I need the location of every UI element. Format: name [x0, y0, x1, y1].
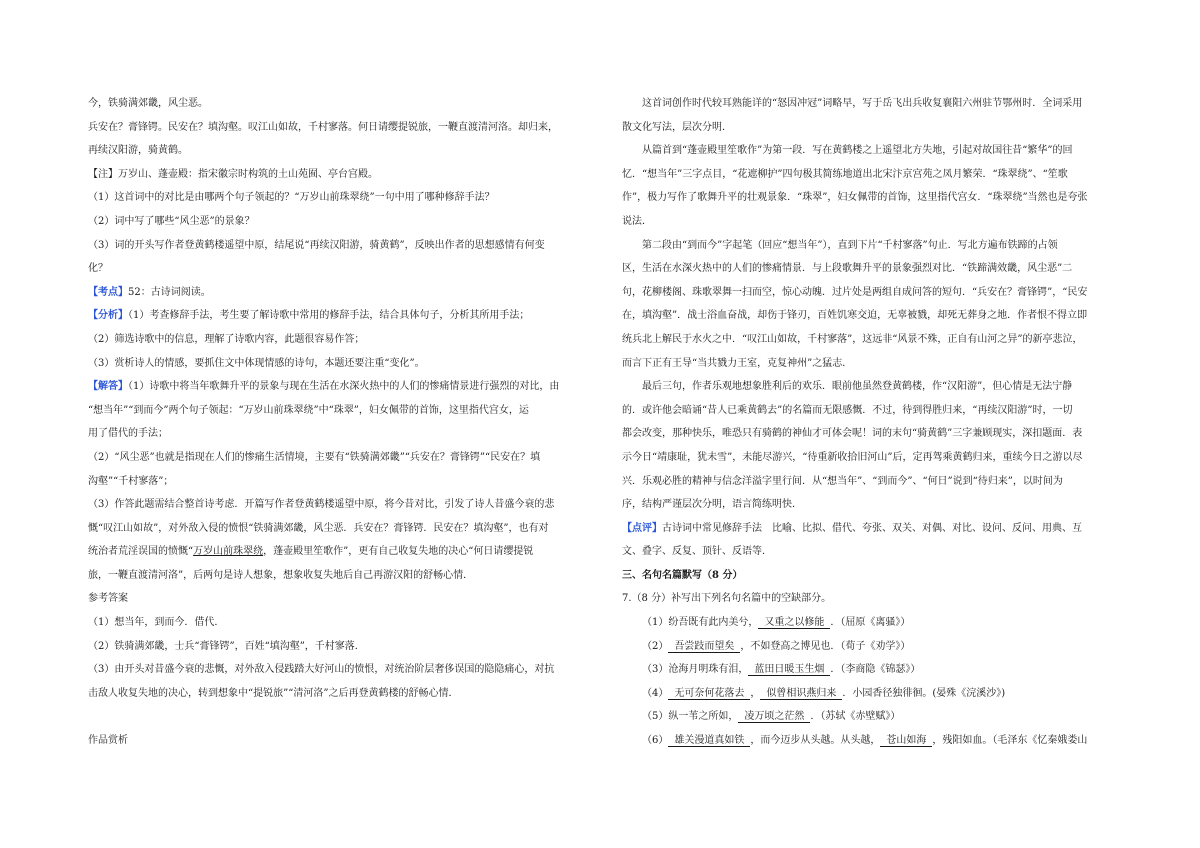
appreciation-line: 说法．	[622, 215, 652, 227]
fill-blank: 似曾相识燕归来	[760, 688, 842, 700]
answer-line: （2）铁骑满郊畿，士兵“膏锋锷”，百姓“填沟壑”，千村寥落．	[88, 640, 365, 652]
fenxi-line: （2）筛选诗歌中的信息，理解了诗歌内容，此题很容易作答；	[88, 333, 365, 345]
appreciation-line: 示今日“靖康耻，犹未雪”，未能尽游兴，“待重新收拾旧河山”后，定再驾乘黄鹤归来，重续今日之游以尽	[622, 451, 1083, 463]
jieda-text: （1）诗歌中将当年歌舞升平的景象与现在生活在水深火热中的人们的惨痛情景进行强烈的对比，由	[128, 381, 560, 393]
dianping-tag: 【点评】	[622, 522, 662, 534]
answer-title: 参考答案	[88, 593, 128, 605]
jieda-tag: 【解答】	[88, 381, 128, 393]
text-span: ，而今迈步从头越。从头越，	[750, 735, 881, 747]
question-7: 7.（8 分）补写出下列名句名篇中的空缺部分。	[622, 593, 832, 605]
text-span: ，不如登高之博见也．（荀子《劝学》）	[740, 640, 911, 652]
left-column	[88, 92, 590, 753]
appreciation-line: 都会改变，那种快乐，唯恐只有骑鹤的神仙才可体会呢！词的末句“骑黄鹤”三字兼顾现实，深扣题面．表	[622, 428, 1083, 440]
fenxi-tag: 【分析】	[88, 310, 128, 322]
appreciation-line: 句，花柳楼阁、珠歌翠舞一扫而空，惊心动魄．过片处是两组自成问答的短句．“兵安在？膏锋锷”，“民安	[622, 286, 1088, 298]
text-span: （3）沧海月明珠有泪，	[642, 664, 749, 676]
kaodian-line	[88, 281, 590, 305]
jieda-line: 旅，一鞭直渡清河洛”，后两句是诗人想象，想象收复失地后自己再游汉阳的舒畅心情．	[88, 569, 474, 581]
text-span: （4）	[642, 687, 669, 699]
dianping-text: 古诗词中常见修辞手法 比喻、比拟、借代、夸张、双关、对偶、对比、设问、反问、用典、互	[662, 522, 1082, 534]
text-span: ．（李商隐《锦瑟》）	[830, 664, 921, 676]
appreciation-line: 区，生活在水深火热中的人们的惨痛情景．与上段歌舞升平的景象强烈对比．“铁蹄满效畿，风尘恶”二	[622, 263, 1073, 275]
kaodian-text: 52：古诗词阅读。	[128, 286, 211, 298]
fill-blank: 又重之以修能	[758, 617, 830, 629]
appreciation-line: 散文化写法，层次分明．	[622, 121, 732, 133]
text-span: ．（苏轼《赤壁赋》）	[810, 711, 901, 723]
fill-blank: 无可奈何花落去	[668, 688, 750, 700]
right-column	[622, 92, 1142, 753]
fill-item-3	[622, 658, 1142, 682]
jieda-line	[88, 375, 590, 399]
appreciation-line: 第二段由“到而今”字起笔（回应“想当年”），直到下片“千村寥落”句止．写北方遍布铁蹄的占领	[642, 239, 1058, 251]
question-2: （2）词中写了哪些“风尘恶”的景象？	[88, 215, 255, 227]
fenxi-line: （3）赏析诗人的情感，要抓住文中体现情感的诗句，本题还要注重“变化”。	[88, 357, 425, 369]
appreciation-line: 兴．乐观必胜的精神与信念洋溢字里行间．从“想当年”、“到而今”、“何日”说到“待归来”，以时间为	[622, 475, 1063, 487]
poem-line: 再续汉阳游，骑黄鹤。	[88, 145, 188, 157]
text-span: （2）	[642, 640, 669, 652]
dianping-line	[622, 517, 1142, 541]
text-span: （1）纷吾既有此内美兮，	[642, 617, 759, 629]
kaodian-tag: 【考点】	[88, 286, 128, 298]
appreciation-line: 从篇首到“蓬壶殿里笙歌作”为第一段．写在黄鹤楼之上遥望北方失地，引起对故国往昔“繁华”的回	[642, 145, 1073, 157]
jieda-line	[88, 540, 590, 564]
fill-blank: 苍山如海	[880, 735, 932, 747]
jieda-line: 沟壑”“千村寥落”；	[88, 475, 174, 487]
appreciation-line: 这首词创作时代较耳熟能详的“怒因冲冠”词略早，写于岳飞出兵收复襄阳六州驻节鄂州时．全词采用	[642, 98, 1083, 109]
poem-line: 兵安在？膏锋锷。民安在？填沟壑。叹江山如故，千村寥落。何日请缨提锐旅，一鞭直渡清河洛。却归来，	[88, 121, 558, 133]
text-span: 统治者荒淫误国的愤慨“	[88, 546, 194, 558]
poem-note: 【注】万岁山、蓬壶殿：指宋徽宗时构筑的土山苑囿、亭台宫殿。	[88, 168, 378, 180]
jieda-line: （3）作答此题需结合整首诗考虑．开篇写作者登黄鹤楼遥望中原，将今昔对比，引发了诗人昔盛今衰的悲	[88, 499, 555, 511]
fill-item-4	[622, 682, 1142, 706]
appreciation-line: 而言下正有王导“当共戮力王室，克复神州”之猛志．	[622, 357, 853, 369]
answer-line: 击敌人收复失地的决心，转到想象中“提锐旅”“清河洛”之后再登黄鹤楼的舒畅心情．	[88, 687, 459, 699]
jieda-line: “想当年”“到而今”两个句子领起：“万岁山前珠翠绕”中“珠翠”，妇女佩带的首饰，这里指代宫女，运	[88, 404, 529, 416]
text-span: （5）纵一苇之所如，	[642, 711, 739, 723]
fill-item-5	[622, 705, 1142, 729]
fenxi-text: （1）考查修辞手法，考生要了解诗歌中常用的修辞手法，结合具体句子，分析其所用手法；	[128, 310, 530, 322]
section-heading: 三、名句名篇默写（8 分）	[622, 569, 743, 581]
fill-blank: 蓝田日暖玉生烟	[748, 664, 830, 676]
text-span: ，	[750, 687, 761, 699]
appreciation-line: 统兵北上解民于水火之中．“叹江山如故，千村寥落”，这远非“风景不殊，正自有山河之异”的新亭悲泣，	[622, 333, 1083, 345]
appreciation-line: 作”，极力写作了歌舞升平的壮观景象．“珠翠”，妇女佩带的首饰，这里指代宫女．“珠翠绕”当然也是夸张	[622, 192, 1088, 204]
appreciation-line: 的．或许他会暗诵“昔人已乘黄鹤去”的名篇而无限感慨．不过，待到得胜归来，“再续汉阳游”时，一切	[622, 404, 1073, 416]
appreciation-line: 在，填沟壑”．战士浴血奋战，却伤于锋刃，百姓饥寒交迫，无辜被戮，却死无葬身之地．作者恨不得立即	[622, 310, 1088, 322]
fill-item-2	[622, 635, 1142, 659]
fill-blank: 凌万顷之茫然	[738, 711, 810, 723]
fill-item-1	[622, 611, 1142, 635]
appreciation-title: 作品赏析	[88, 735, 128, 747]
appreciation-line: 序，结构严谨层次分明，语言简练明快．	[622, 499, 802, 511]
question-3: （3）词的开头写作者登黄鹤楼遥望中原，结尾说“再续汉阳游，骑黄鹤”，反映出作者的思想感情有何变	[88, 239, 545, 251]
text-span: ．（屈原《离骚》）	[830, 617, 911, 629]
answer-line: （1）想当年，到而今．借代．	[88, 617, 225, 629]
fill-item-6	[622, 729, 1142, 753]
answer-line: （3）由开头对昔盛今衰的悲慨，对外敌入侵践踏大好河山的愤恨，对统治阶层奢侈误国的隐隐痛心，对抗	[88, 664, 555, 676]
text-span: ，蓬壶殿里笙歌作”，更有自己收复失地的决心“何日请缨提锐	[263, 546, 534, 558]
fill-blank: 吾尝跂而望矣	[668, 641, 740, 653]
appreciation-line: 最后三句，作者乐观地想象胜利后的欢乐．眼前他虽然登黄鹤楼，作“汉阳游”，但心情是无法宁静	[642, 381, 1073, 393]
jieda-line: （2）“风尘恶”也就是指现在人们的惨痛生活情境，主要有“铁骑满郊畿”“兵安在？膏锋锷”“民安在？填	[88, 451, 541, 463]
jieda-line: 用了借代的手法；	[88, 428, 168, 440]
question-3-cont: 化？	[88, 263, 108, 275]
jieda-line: 慨“叹江山如故”，对外敌入侵的愤恨“铁骑满郊畿，风尘恶．兵安在？膏锋锷．民安在？填沟壑”，也有对	[88, 522, 549, 534]
dianping-line: 文、叠字、反复、顶针、反语等．	[622, 546, 772, 558]
text-span: ．小园香径独徘徊。(晏殊《浣溪沙》)	[842, 687, 1006, 699]
question-1: （1）这首词中的对比是由哪两个句子领起的？“万岁山前珠翠绕”一句中用了哪种修辞手法？	[88, 192, 495, 204]
fill-blank: 雄关漫道真如铁	[668, 735, 750, 747]
text-span: ，残阳如血。（毛泽东《忆秦娥娄山	[932, 735, 1088, 747]
fenxi-line	[88, 304, 590, 328]
appreciation-line: 忆．“想当年”三字点目，“花遮柳护”四句极其简练地道出北宋汴京宫苑之凤月繁荣．“珠翠绕”、“笙歌	[622, 168, 1068, 180]
text-span: （6）	[642, 735, 669, 747]
poem-line: 今，铁骑满郊畿，风尘恶。	[88, 98, 208, 109]
underlined-quote: 万岁山前珠翠绕	[193, 546, 264, 558]
